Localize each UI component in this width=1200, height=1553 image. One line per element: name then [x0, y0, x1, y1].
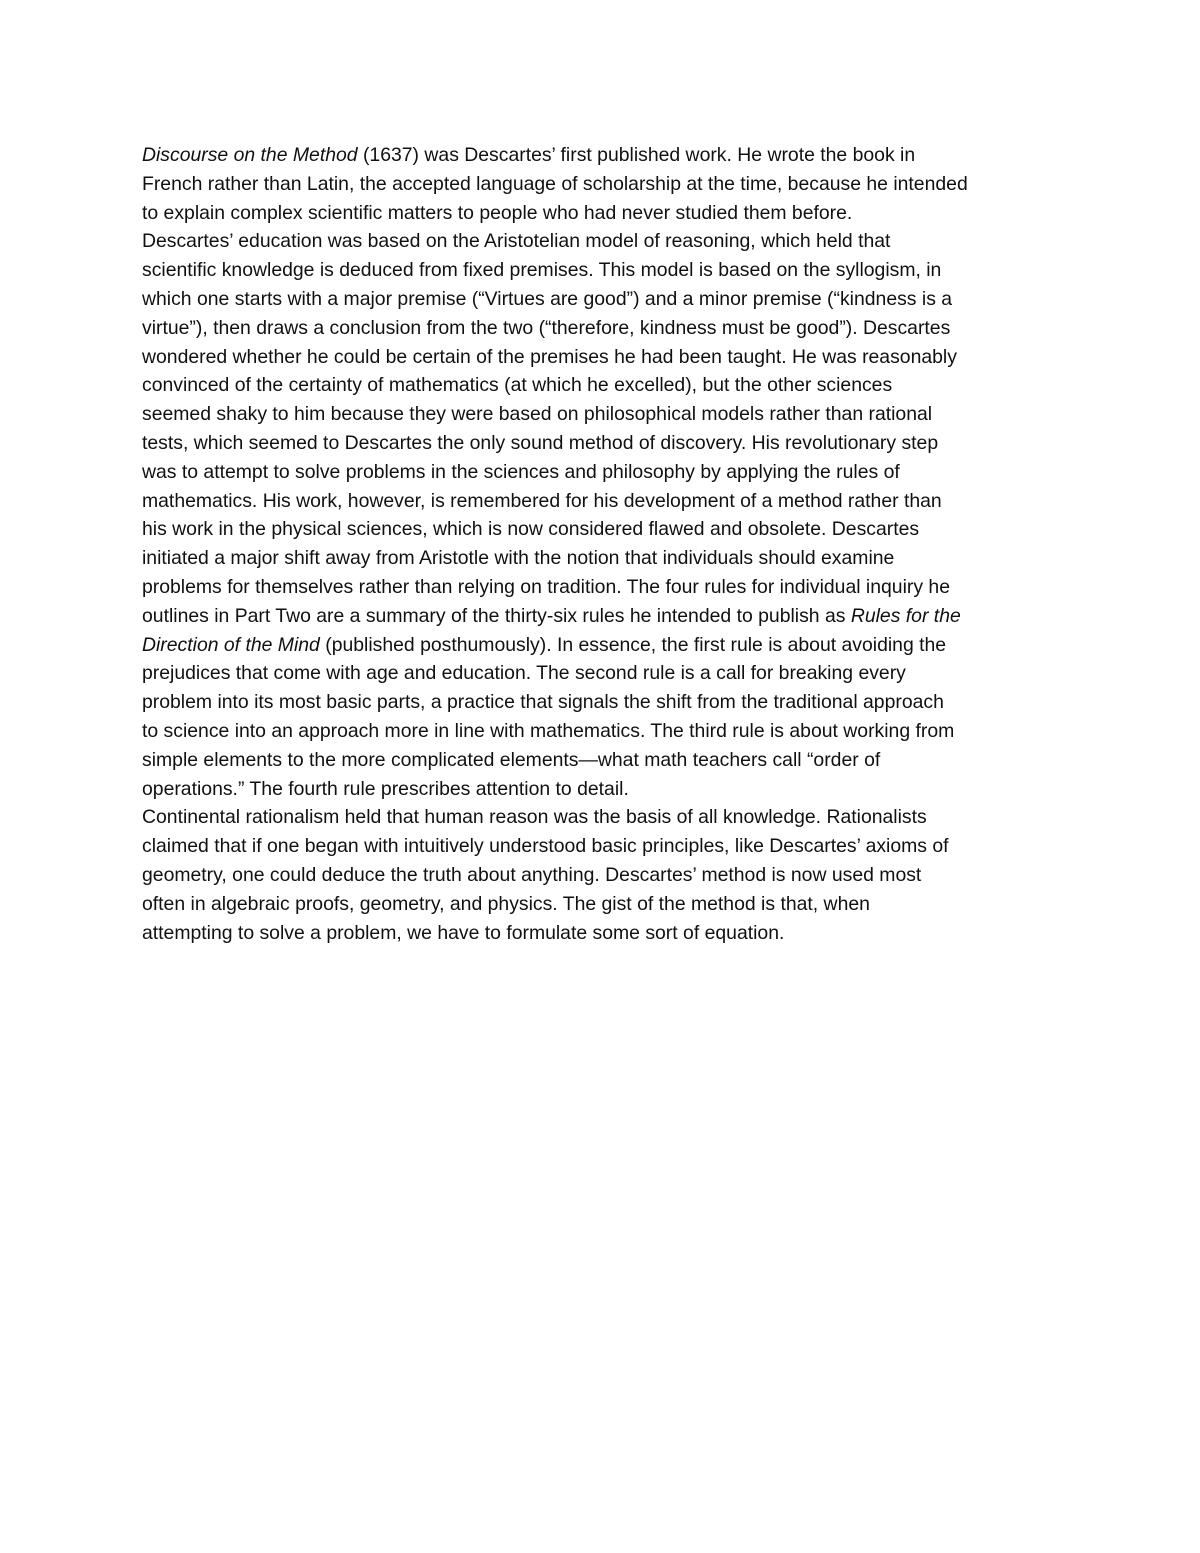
text-line: [142, 717, 1072, 746]
text-run: initiated a major shift away from Aristotle with the notion that individuals should examine: [142, 547, 895, 570]
text-line: [142, 775, 1072, 804]
text-run: problems for themselves rather than relying on tradition. The four rules for individual inquiry he: [142, 575, 950, 598]
text-run: wondered whether he could be certain of the premises he had been taught. He was reasonably: [142, 345, 957, 368]
text-line: [142, 199, 1072, 228]
text-line: [142, 256, 1072, 285]
text-line: [142, 573, 1072, 602]
text-run: attempting to solve a problem, we have to formulate some sort of equation.: [142, 921, 785, 944]
text-run: claimed that if one began with intuitively understood basic principles, like Descartes’ axioms of: [142, 835, 949, 858]
text-run: outlines in Part Two are a summary of the thirty-six rules he intended to publish as: [142, 604, 851, 627]
text-run: his work in the physical sciences, which is now considered flawed and obsolete. Descartes: [142, 518, 920, 541]
text-run: which one starts with a major premise (“Virtues are good”) and a minor premise (“kindness is a: [142, 287, 953, 310]
text-run: to explain complex scientific matters to people who had never studied them before.: [142, 201, 853, 224]
text-line: [142, 544, 1072, 573]
text-line: [142, 314, 1072, 343]
text-line: [142, 487, 1072, 516]
text-run: to science into an approach more in line with mathematics. The third rule is about working from: [142, 719, 955, 742]
text-line: [142, 515, 1072, 544]
text-line: [142, 602, 1072, 631]
text-line: [142, 832, 1072, 861]
text-run: French rather than Latin, the accepted language of scholarship at the time, because he intended: [142, 172, 968, 195]
text-line: [142, 861, 1072, 890]
text-run: tests, which seemed to Descartes the only sound method of discovery. His revolutionary step: [142, 431, 939, 454]
text-line: [142, 631, 1072, 660]
text-run: operations.” The fourth rule prescribes attention to detail.: [142, 777, 629, 800]
text-line: [142, 890, 1072, 919]
text-run: simple elements to the more complicated elements—what math teachers call “order of: [142, 748, 881, 771]
text-line: [142, 919, 1072, 948]
text-run: convinced of the certainty of mathematics (at which he excelled), but the other sciences: [142, 374, 893, 397]
text-line: [142, 371, 1072, 400]
text-run: Descartes’ education was based on the Aristotelian model of reasoning, which held that: [142, 230, 891, 253]
italic-title-text: Rules for the: [850, 604, 961, 627]
text-line: [142, 400, 1072, 429]
text-line: [142, 746, 1072, 775]
text-run: (published posthumously). In essence, the first rule is about avoiding the: [319, 633, 947, 656]
text-run: (1637) was Descartes’ first published work. He wrote the book in: [357, 144, 916, 166]
text-run: problem into its most basic parts, a practice that signals the shift from the traditional approach: [142, 691, 944, 714]
text-run: virtue”), then draws a conclusion from the two (“therefore, kindness must be good”). Descartes: [142, 316, 951, 339]
text-line: [142, 285, 1072, 314]
text-run: was to attempt to solve problems in the sciences and philosophy by applying the rules of: [142, 460, 900, 483]
italic-title-text: Discourse on the Method: [142, 144, 358, 166]
text-run: Continental rationalism held that human reason was the basis of all knowledge. Rationalists: [142, 806, 927, 829]
text-run: often in algebraic proofs, geometry, and physics. The gist of the method is that, when: [142, 892, 870, 915]
text-line: [142, 458, 1072, 487]
text-run: seemed shaky to him because they were based on philosophical models rather than rational: [142, 403, 933, 426]
text-run: scientific knowledge is deduced from fixed premises. This model is based on the syllogism, in: [142, 259, 942, 282]
italic-title-text: Direction of the Mind: [142, 633, 320, 656]
text-line: [142, 227, 1072, 256]
text-line: [142, 659, 1072, 688]
text-line: [142, 803, 1072, 832]
text-line: [142, 429, 1072, 458]
text-line: [142, 343, 1072, 372]
text-line: [142, 141, 1072, 170]
text-line: [142, 170, 1072, 199]
text-run: mathematics. His work, however, is remembered for his development of a method rather than: [142, 489, 942, 512]
text-run: prejudices that come with age and education. The second rule is a call for breaking every: [142, 662, 906, 685]
text-line: [142, 688, 1072, 717]
body-text: [142, 141, 1072, 947]
text-run: geometry, one could deduce the truth about anything. Descartes’ method is now used most: [142, 863, 922, 886]
